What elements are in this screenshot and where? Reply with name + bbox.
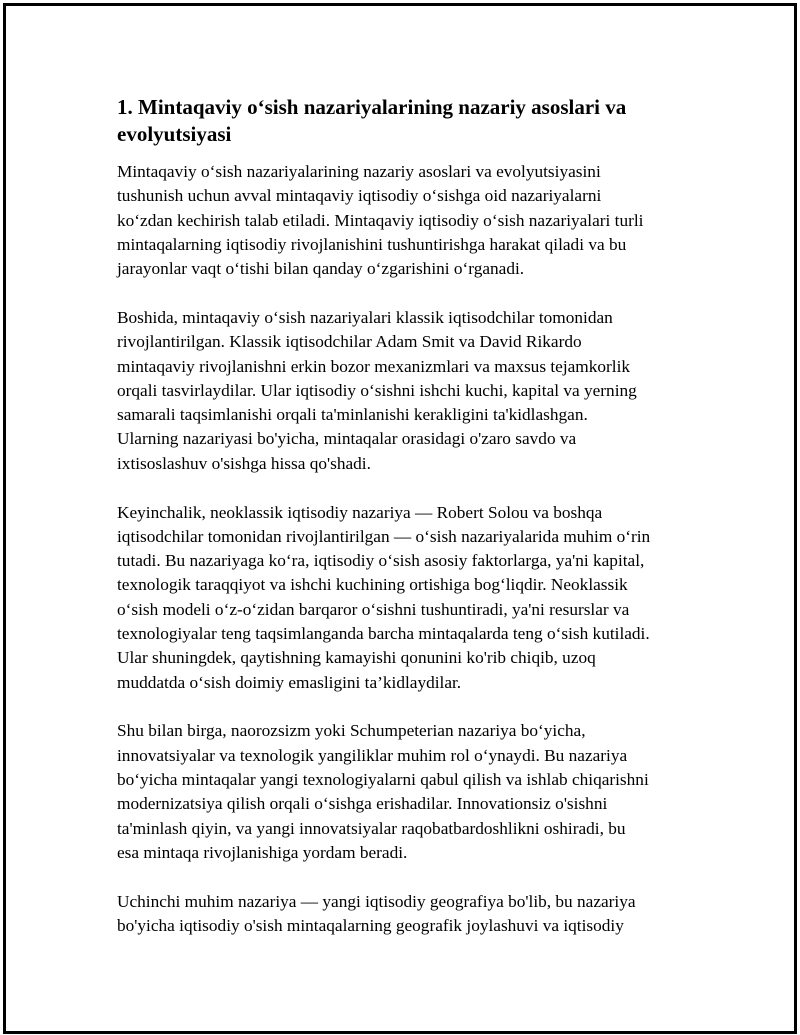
text-line: rivojlantirilgan. Klassik iqtisodchilar Adam Smit va David Rikardo [117,332,582,352]
text-line: Boshida, mintaqaviy o‘sish nazariyalari klassik iqtisodchilar tomonidan [117,307,613,327]
text-line: Shu bilan birga, naorozsizm yoki Schumpeterian nazariya bo‘yicha, [117,721,586,741]
text-line: muddatda o‘sish doimiy emasligini ta’kidlaydilar. [117,672,462,692]
text-line: Ular shuningdek, qaytishning kamayishi qonunini ko'rib chiqib, uzoq [117,648,596,668]
text-line: bo'yicha iqtisodiy o'sish mintaqalarning geografik joylashuvi va iqtisodiy [117,916,624,936]
text-line: ixtisoslashuv o'sishga hissa qo'shadi. [117,453,371,473]
section-heading [117,94,697,148]
text-line: Mintaqaviy o‘sish nazariyalarining nazariy asoslari va evolyutsiyasini [117,162,601,181]
document-body [117,94,697,963]
heading-line: evolyutsiyasi [117,122,232,146]
paragraph-intro [117,160,697,281]
text-line: Keyinchalik, neoklassik iqtisodiy nazariya — Robert Solou va boshqa [117,502,603,522]
text-line: iqtisodchilar tomonidan rivojlantirilgan — o‘sish nazariyalarida muhim o‘rin [117,526,651,546]
heading-line: 1. Mintaqaviy o‘sish nazariyalarining nazariy asoslari va [117,95,627,119]
text-line: tutadi. Bu nazariyaga ko‘ra, iqtisodiy o‘sish asosiy faktorlarga, ya'ni kapital, [117,551,645,571]
text-line: esa mintaqa rivojlanishiga yordam beradi. [117,842,408,862]
text-line: ta'minlash qiyin, va yangi innovatsiyalar raqobatbardoshlikni oshiradi, bu [117,818,626,838]
paragraph-new-economic-geography [117,890,697,939]
text-line: Ularning nazariyasi bo'yicha, mintaqalar orasidagi o'zaro savdo va [117,429,577,449]
text-line: modernizatsiya qilish orqali o‘sishga erishadilar. Innovationsiz o'sishni [117,794,608,814]
paragraph-classical [117,306,697,476]
paragraph-schumpeterian [117,719,697,865]
text-line: texnologik taraqqiyot va ishchi kuchining ortishiga bog‘liqdir. Neoklassik [117,575,628,595]
text-line: texnologiyalar teng taqsimlanganda barcha mintaqalarda teng o‘sish kutiladi. [117,624,650,644]
text-line: mintaqalarning iqtisodiy rivojlanishini tushuntirishga harakat qiladi va bu [117,234,627,254]
text-line: samarali taqsimlanishi orqali ta'minlanishi kerakligini ta'kidlashgan. [117,405,588,425]
paragraph-neoclassical [117,501,697,695]
text-line: Uchinchi muhim nazariya — yangi iqtisodiy geografiya bo'lib, bu nazariya [117,891,636,911]
text-line: bo‘yicha mintaqalar yangi texnologiyalarni qabul qilish va ishlab chiqarishni [117,770,649,790]
text-line: orqali tasvirlaydilar. Ular iqtisodiy o‘sishni ishchi kuchi, kapital va yerning [117,380,637,400]
text-line: jarayonlar vaqt o‘tishi bilan qanday o‘zgarishini o‘rganadi. [117,259,525,279]
text-line: ko‘zdan kechirish talab etiladi. Mintaqaviy iqtisodiy o‘sish nazariyalari turli [117,210,644,230]
text-line: tushunish uchun avval mintaqaviy iqtisodiy o‘sishga oid nazariyalarni [117,186,602,206]
text-line: o‘sish modeli o‘z-o‘zidan barqaror o‘sishni tushuntiradi, ya'ni resurslar va [117,599,630,619]
text-line: mintaqaviy rivojlanishni erkin bozor mexanizmlari va maxsus tejamkorlik [117,356,631,376]
text-line: innovatsiyalar va texnologik yangiliklar muhim rol o‘ynaydi. Bu nazariya [117,745,628,765]
